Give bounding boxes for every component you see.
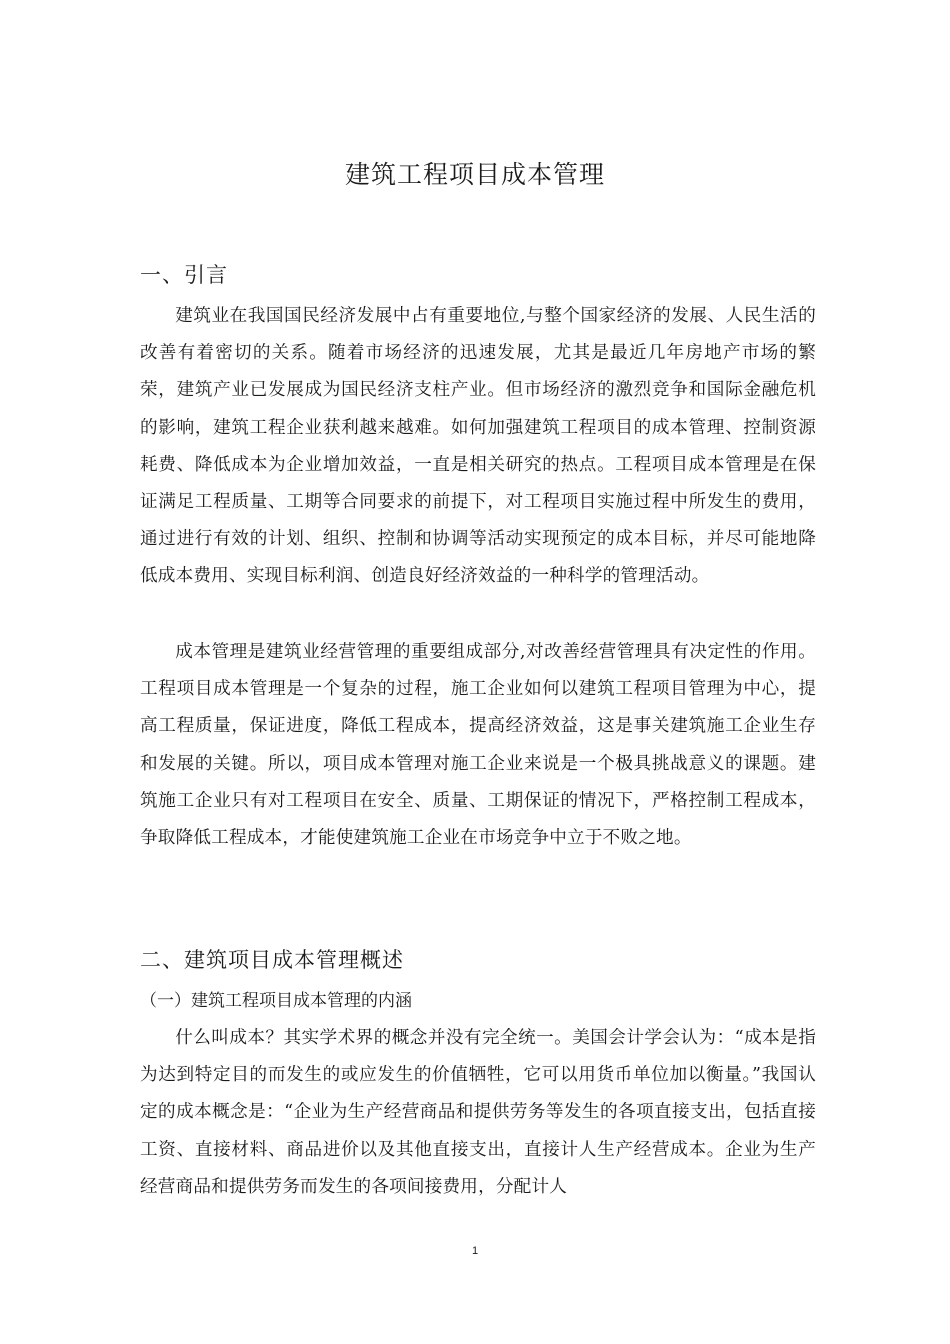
subsection-heading: （一）建筑工程项目成本管理的内涵	[140, 991, 412, 1011]
paragraph: 成本管理是建筑业经营管理的重要组成部分,对改善经营管理具有决定性的作用。工程项目成本管理是一个复杂的过程，施工企业如何以建筑工程项目管理为中心，提高工程质量，保证进度，降低工程成本，提高经济效益，这是事关建筑施工企业生存和发展的关键。所以，项目成本管理对施工企业来说是一个极具挑战意义的课题。建筑施工企业只有对工程项目在安全、质量、工期保证的情况下，严格控制工程成本，争取降低工程成本，才能使建筑施工企业在市场竞争中立于不败之地。	[140, 642, 816, 849]
paragraph: 什么叫成本？其实学术界的概念并没有完全统一。美国会计学会认为：“成本是指为达到特定目的而发生的或应发生的价值牺牲，它可以用货币单位加以衡量。”我国认定的成本概念是：“企业为生产经营商品和提供劳务等发生的各项直接支出，包括直接工资、直接材料、商品进价以及其他直接支出，直接计人生产经营成本。企业为生产经营商品和提供劳务而发生的各项间接费用，分配计人	[140, 1028, 816, 1197]
paragraph: 建筑业在我国国民经济发展中占有重要地位,与整个国家经济的发展、人民生活的改善有着密切的关系。随着市场经济的迅速发展，尤其是最近几年房地产市场的繁荣，建筑产业已发展成为国民经济支柱产业。但市场经济的激烈竞争和国际金融危机的影响，建筑工程企业获利越来越难。如何加强建筑工程项目的成本管理、控制资源耗费、降低成本为企业增加效益，一直是相关研究的热点。工程项目成本管理是在保证满足工程质量、工期等合同要求的前提下，对工程项目实施过程中所发生的费用，通过进行有效的计划、组织、控制和协调等活动实现预定的成本目标，并尽可能地降低成本费用、实现目标利润、创造良好经济效益的一种科学的管理活动。	[140, 306, 816, 587]
section-heading-introduction: 一、引言	[140, 263, 228, 287]
section-heading-overview: 二、建筑项目成本管理概述	[140, 948, 404, 972]
page-number: 1	[471, 1245, 479, 1257]
document-title: 建筑工程项目成本管理	[344, 160, 605, 189]
